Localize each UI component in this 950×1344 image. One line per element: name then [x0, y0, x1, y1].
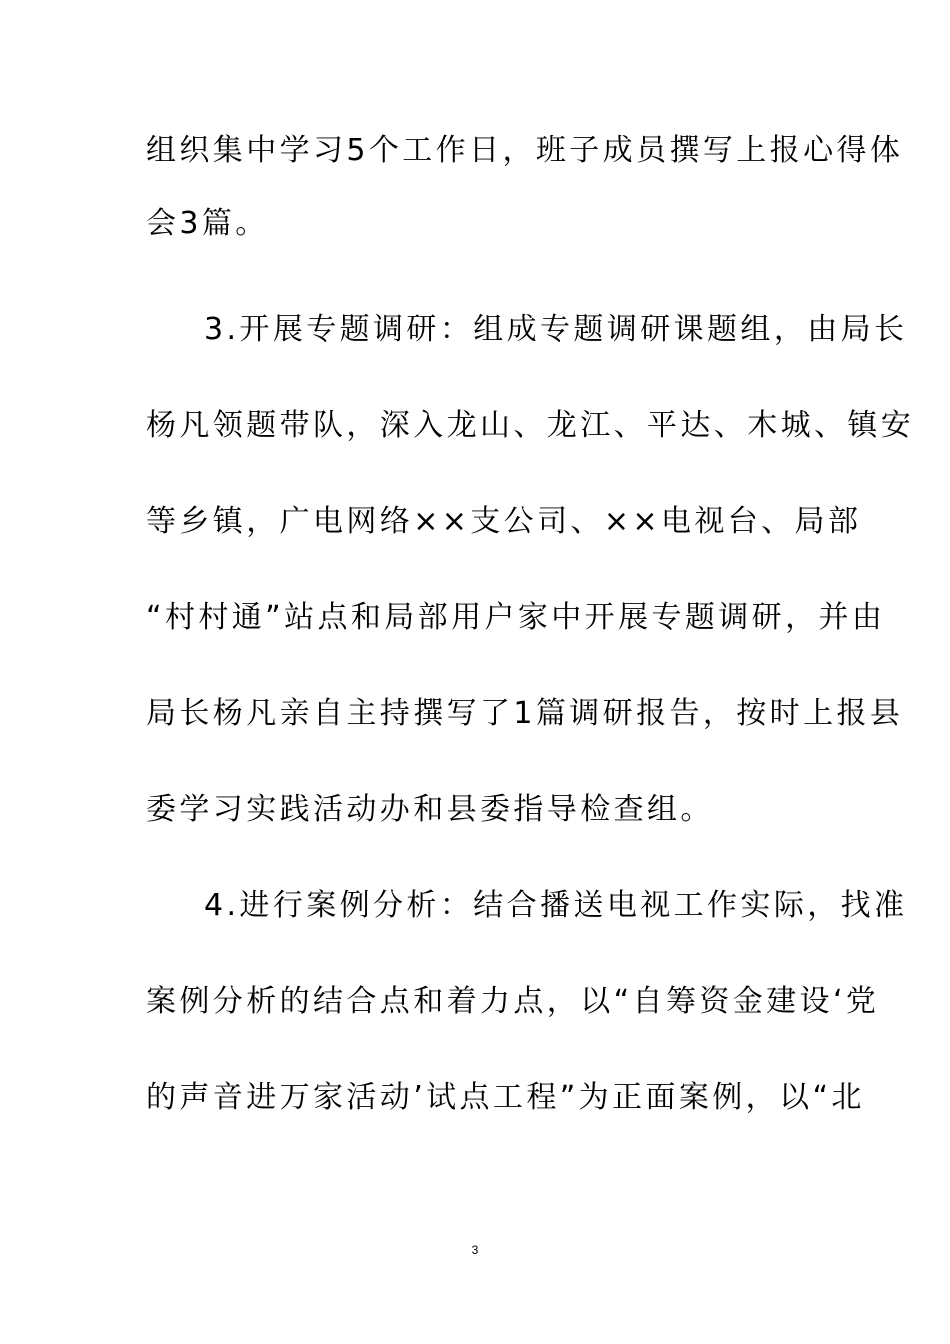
paragraph-line: 会3篇。 [146, 206, 269, 241]
paragraph-line: 局长杨凡亲自主持撰写了1篇调研报告，按时上报县 [146, 696, 904, 731]
paragraph-line: 等乡镇，广电网络××支公司、××电视台、局部 [146, 504, 862, 539]
paragraph-line: “村村通”站点和局部用户家中开展专题调研，并由 [146, 600, 886, 635]
paragraph-line: 杨凡领题带队，深入龙山、龙江、平达、木城、镇安 [146, 408, 915, 443]
page-number: 3 [471, 1243, 479, 1257]
paragraph-line: 组织集中学习5个工作日，班子成员撰写上报心得体 [146, 133, 904, 168]
paragraph-line: 的声音进万家活动’试点工程”为正面案例，以“北 [146, 1080, 865, 1115]
paragraph-line: 3.开展专题调研：组成专题调研课题组，由局长 [204, 312, 908, 347]
paragraph-line: 案例分析的结合点和着力点，以“自筹资金建设‘党 [146, 984, 880, 1019]
paragraph-line: 4.进行案例分析：结合播送电视工作实际，找准 [204, 888, 908, 923]
paragraph-line: 委学习实践活动办和县委指导检查组。 [146, 792, 714, 827]
